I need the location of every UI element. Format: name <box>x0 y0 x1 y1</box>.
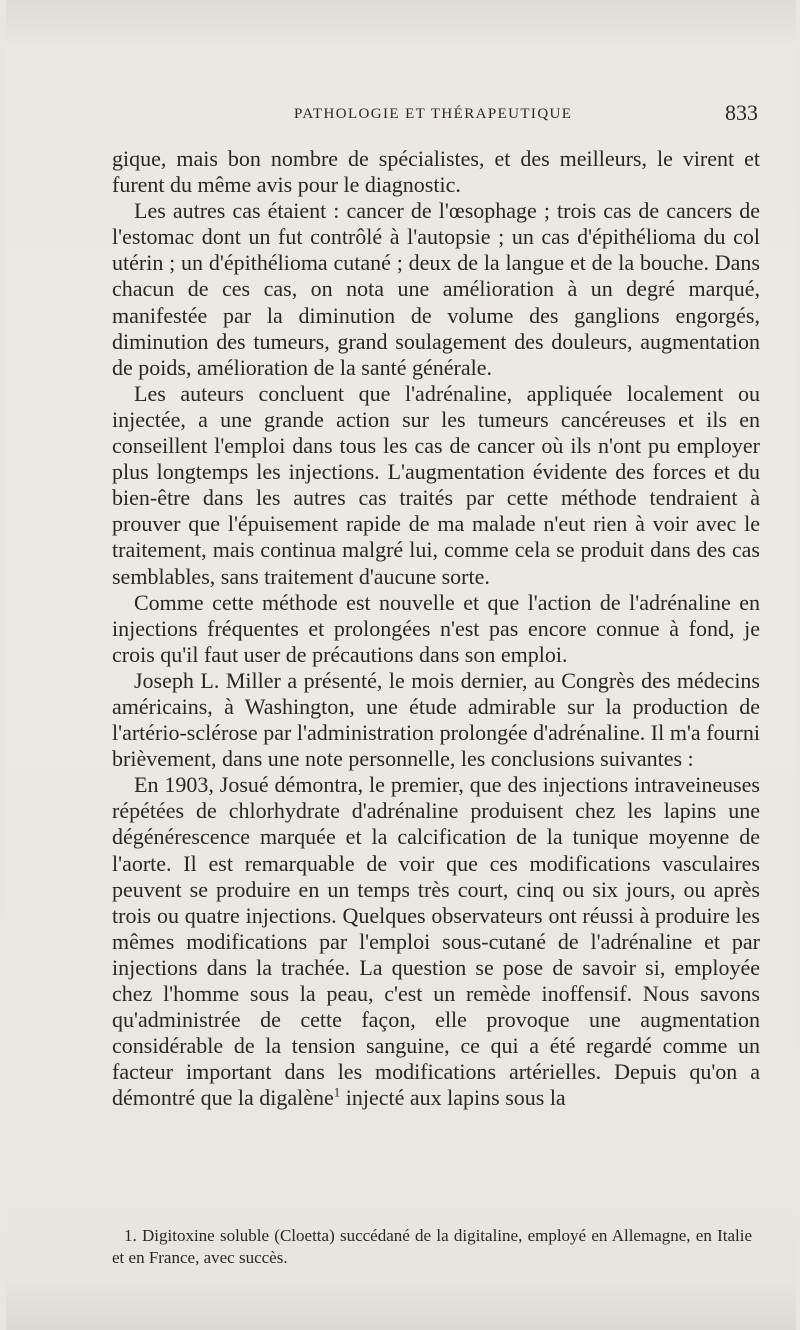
paragraph-method-new: Comme cette méthode est nouvelle et que l'action de l'adrénaline en injections fréquentes et prolongées n'est pas encore connue à fond, je crois qu'il faut user de précautions dans son emploi. <box>112 589 760 667</box>
paragraph-josue-end: injecté aux lapins sous la <box>340 1085 566 1111</box>
paragraph-josue-text: En 1903, Josué démontra, le premier, que des injections intraveineuses répétées de chlorhydrate d'adrénaline produisent chez les lapins une dégénérescence marquée et la calcification de la tunique moyenne de l'aorte. Il est remarquable de voir que ces modifications vasculaires peuvent se produire en un temps très court, cinq ou six jours, ou après trois ou quatre injections. Quelques observateurs ont réussi à produire les mêmes modifications par l'emploi sous-cutané de l'adrénaline et par injections dans la trachée. La question se pose de savoir si, employée chez l'homme sous la peau, c'est un remède inoffensif. Nous savons qu'administrée de cette façon, elle provoque une augmentation considérable de la tension sanguine, ce qui a été regardé comme un facteur important dans les modifications artérielles. Depuis qu'on a démontré que la digalène <box>112 772 760 1111</box>
paragraph-miller: Joseph L. Miller a présenté, le mois dernier, au Congrès des médecins américains, à Washington, une étude admirable sur la production de l'artério-sclérose par l'administration prolongée d'adrénaline. Il m'a fourni brièvement, dans une note personnelle, les conclusions suivantes : <box>112 667 760 772</box>
running-head: PATHOLOGIE ET THÉRAPEUTIQUE <box>294 106 573 122</box>
page <box>6 0 796 1330</box>
paragraph-authors-conclude: Les auteurs concluent que l'adrénaline, appliquée localement ou injectée, a une grande action sur les tumeurs cancéreuses et ils en conseillent l'emploi dans tous les cas de cancer où ils n'ont pu employer plus longtemps les injections. L'augmentation évidente des forces et du bien-être dans les autres cas traités par cette méthode tendraient à prouver que l'épuisement rapide de ma malade n'eut rien à voir avec le traitement, mais continua malgré lui, comme cela se produit dans des cas semblables, sans traitement d'aucune sorte. <box>112 380 760 589</box>
paragraph-other-cases: Les autres cas étaient : cancer de l'œsophage ; trois cas de cancers de l'estomac dont un fut contrôlé à l'autopsie ; un cas d'épithélioma du col utérin ; un d'épithélioma cutané ; deux de la langue et de la bouche. Dans chacun de ces cas, on nota une amélioration à un degré marqué, manifestée par la diminution de volume des ganglions engorgés, diminution des tumeurs, grand soulagement des douleurs, augmentation de poids, amélioration de la santé générale. <box>112 198 760 380</box>
page-header <box>106 100 762 130</box>
paragraph-continuation: gique, mais bon nombre de spécialistes, et des meilleurs, le virent et furent du même avis pour le diagnostic. <box>112 146 760 198</box>
body-text <box>112 146 760 1111</box>
footnote: 1. Digitoxine soluble (Cloetta) succédané de la digitaline, employé en Allemagne, en Italie et en France, avec succès. <box>112 1226 752 1267</box>
page-number: 833 <box>725 100 758 125</box>
paragraph-josue <box>112 772 760 1111</box>
footnote-reference: 1 <box>333 1085 341 1101</box>
